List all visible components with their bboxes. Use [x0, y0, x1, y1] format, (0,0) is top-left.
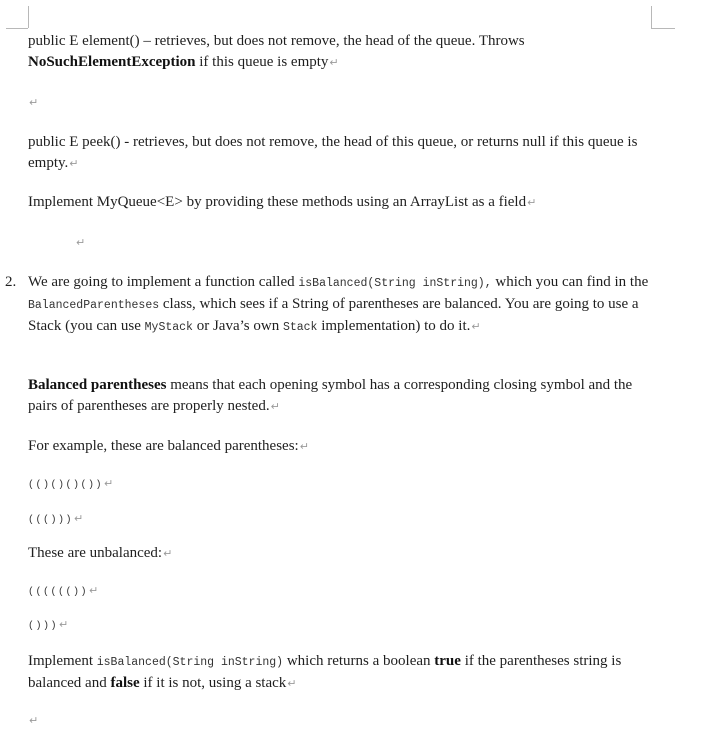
paragraph-mark-icon: ↵ — [69, 157, 79, 170]
paragraph-mark-icon: ↵ — [527, 196, 537, 209]
element-method-paragraph[interactable]: public E element() – retrieves, but does not remove, the head of the queue. Throws NoSuchElementException if this queue is empty↵ — [28, 33, 525, 70]
list-number: 2. — [5, 274, 17, 290]
empty-paragraph[interactable] — [28, 92, 656, 113]
paragraph-mark-icon: ↵ — [76, 236, 86, 249]
unbalanced-example[interactable]: (((((())↵ — [28, 584, 100, 598]
paragraph-mark-icon: ↵ — [29, 714, 39, 727]
paragraph-mark-icon: ↵ — [329, 56, 339, 69]
code-snippet: Stack — [282, 321, 318, 334]
balanced-label-paragraph[interactable]: For example, these are balanced parentheses:↵ — [28, 438, 309, 454]
unbalanced-label-paragraph[interactable]: These are unbalanced:↵ — [28, 545, 173, 561]
crop-mark-top-left — [6, 28, 28, 29]
paragraph-mark-icon: ↵ — [287, 677, 297, 690]
crop-mark-top-left — [28, 6, 29, 28]
code-snippet: isBalanced(String inString) — [96, 656, 284, 669]
balanced-example[interactable]: (()()()())↵ — [28, 477, 115, 491]
paragraph-mark-icon: ↵ — [163, 547, 173, 560]
code-snippet: isBalanced(String inString), — [298, 277, 492, 290]
paragraph-mark-icon: ↵ — [471, 320, 481, 333]
definition-term: Balanced parentheses — [28, 377, 167, 393]
crop-mark-top-right — [651, 6, 652, 28]
paragraph-mark-icon: ↵ — [29, 96, 39, 109]
paragraph-mark-icon: ↵ — [89, 584, 100, 597]
unbalanced-example[interactable]: ()))↵ — [28, 618, 70, 632]
definition-paragraph[interactable]: Balanced parentheses means that each opening symbol has a corresponding closing symbol and the pairs of parentheses are properly nested.↵ — [28, 377, 633, 414]
code-snippet: MyStack — [144, 321, 193, 334]
question-2-item — [0, 272, 728, 362]
balanced-example[interactable]: ((()))↵ — [28, 512, 85, 526]
question-2-intro-paragraph[interactable]: We are going to implement a function called isBalanced(String inString), which you can find in the BalancedParentheses class, which sees if a String of parentheses are balanced. You are going to use a Stack (you can use MyStack or Java’s own Stack implementation) to do it.↵ — [28, 274, 649, 334]
empty-paragraph[interactable] — [75, 232, 135, 253]
exception-name: NoSuchElementException — [28, 54, 196, 70]
paragraph-mark-icon: ↵ — [74, 512, 85, 525]
task-paragraph[interactable]: Implement isBalanced(String inString) which returns a boolean true if the parentheses string is balanced and false if it is not, using a stack↵ — [28, 653, 622, 691]
code-snippet: BalancedParentheses — [28, 299, 160, 312]
implement-queue-paragraph[interactable]: Implement MyQueue<E> by providing these methods using an ArrayList as a field↵ — [28, 194, 537, 210]
crop-mark-top-right — [651, 28, 675, 29]
peek-method-paragraph[interactable]: public E peek() - retrieves, but does not remove, the head of this queue, or returns null if this queue is empty.↵ — [28, 134, 638, 171]
paragraph-mark-icon: ↵ — [270, 400, 280, 413]
empty-paragraph[interactable] — [28, 710, 656, 731]
paragraph-mark-icon: ↵ — [299, 440, 309, 453]
paragraph-mark-icon: ↵ — [104, 477, 115, 490]
paragraph-mark-icon: ↵ — [59, 618, 70, 631]
